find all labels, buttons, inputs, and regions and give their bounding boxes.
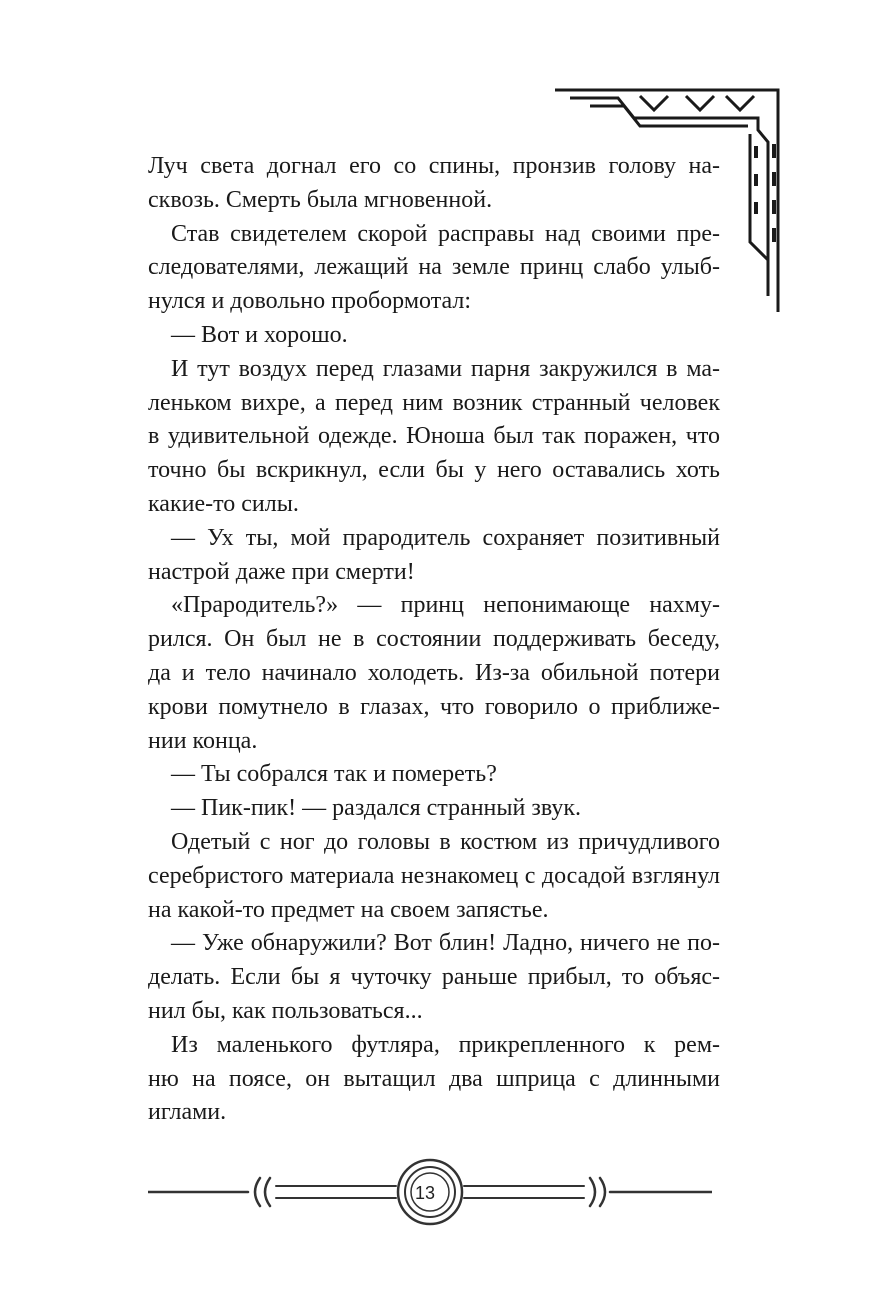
page-number: 13 [414, 1183, 436, 1203]
text-line: да и тело начинало холодеть. Из-за обильной потери [148, 659, 720, 686]
text-line: иглами. [148, 1099, 227, 1126]
text-line: крови помутнело в глазах, что говорило о приближе- [148, 693, 720, 720]
text-line: точно бы вскрикнул, если бы у него оставались хоть [148, 457, 720, 484]
text-line: Одетый с ног до головы в костюм из причудливого [171, 828, 720, 855]
text-line: — Ух ты, мой прародитель сохраняет позитивный [171, 524, 720, 551]
text-line: — Уже обнаружили? Вот блин! Ладно, ничего не по- [171, 930, 720, 957]
text-line: — Пик-пик! — раздался странный звук. [171, 795, 582, 822]
text-line: сквозь. Смерть была мгновенной. [148, 186, 493, 213]
text-line: следователями, лежащий на земле принц слабо улыб- [148, 254, 720, 281]
text-line: нил бы, как пользоваться... [148, 997, 423, 1024]
text-line: делать. Если бы я чуточку раньше прибыл, то объяс- [148, 964, 720, 991]
main-text [148, 150, 720, 1130]
text-line: — Ты собрался так и помереть? [171, 761, 497, 788]
text-line: в удивительной одежде. Юноша был так поражен, что [148, 423, 720, 450]
text-line: Луч света догнал его со спины, пронзив голову на- [148, 153, 720, 179]
text-line: ню на поясе, он вытащил два шприца с длинными [148, 1065, 720, 1092]
text-line: на какой-то предмет на своем запястье. [148, 896, 549, 923]
text-line: рился. Он был не в состоянии поддерживать беседу, [148, 626, 720, 653]
text-line: — Вот и хорошо. [171, 321, 348, 348]
text-line: серебристого материала незнакомец с досадой взглянул [148, 862, 720, 889]
text-line: И тут воздух перед глазами парня закружился в ма- [171, 355, 720, 382]
text-line: «Прародитель?» — принц непонимающе нахму- [171, 592, 720, 619]
text-line: Из маленького футляра, прикрепленного к рем- [171, 1031, 720, 1058]
text-line: Став свидетелем скорой расправы над своими пре- [171, 220, 720, 247]
text-line: леньком вихре, а перед ним возник странный человек [148, 389, 720, 416]
text-line: настрой даже при смерти! [148, 558, 415, 585]
text-line: нулся и довольно пробормотал: [148, 288, 471, 315]
text-line: нии конца. [148, 727, 258, 754]
text-line: какие-то силы. [148, 490, 299, 517]
